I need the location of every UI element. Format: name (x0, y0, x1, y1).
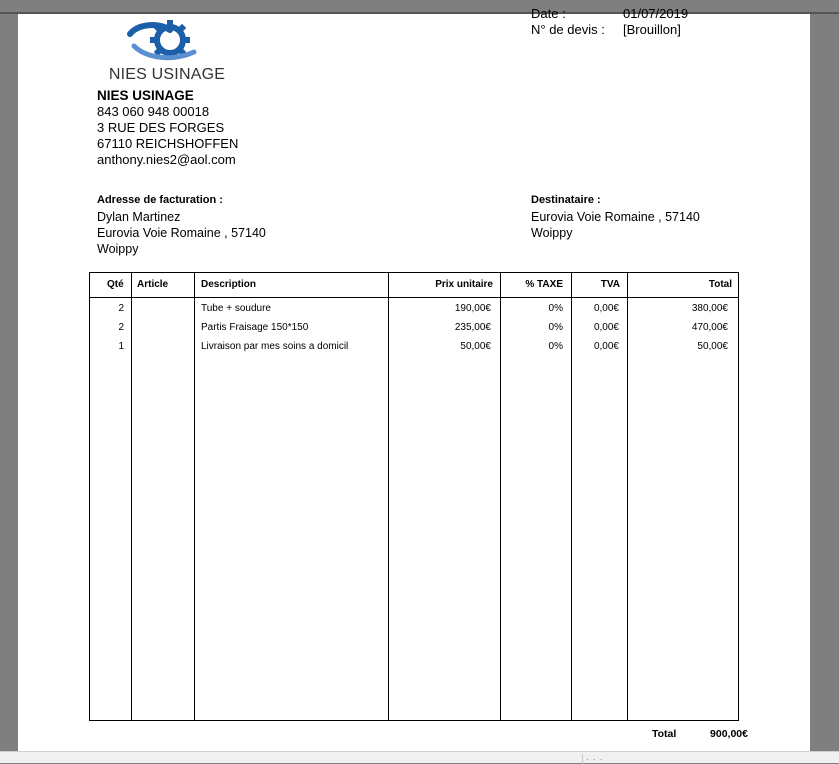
header-article: Article (137, 279, 169, 290)
billing-name: Dylan Martinez (97, 210, 181, 224)
cell-total: 380,00€ (691, 303, 728, 314)
header-description: Description (201, 279, 257, 290)
items-table (89, 272, 739, 721)
column-divider (500, 273, 501, 720)
billing-label: Adresse de facturation : (97, 194, 223, 206)
recipient-street: Eurovia Voie Romaine , 57140 (531, 210, 700, 224)
cell-tva: 0,00€ (593, 303, 619, 314)
billing-city: Woippy (97, 242, 139, 256)
cell-qty: 1 (118, 341, 124, 352)
company-email: anthony.nies2@aol.com (97, 152, 236, 167)
cell-tax-rate: 0% (548, 322, 563, 333)
cell-unit-price: 235,00€ (454, 322, 491, 333)
cell-qty: 2 (118, 322, 124, 333)
document-page (18, 6, 810, 751)
column-divider (627, 273, 628, 720)
company-city: 67110 REICHSHOFFEN (97, 136, 239, 151)
column-divider (194, 273, 195, 720)
more-icon[interactable]: · · · (586, 755, 604, 764)
recipient-city: Woippy (531, 226, 573, 240)
header-unit-price: Prix unitaire (435, 279, 493, 290)
date-value: 01/07/2019 (623, 6, 689, 21)
cell-total: 470,00€ (691, 322, 728, 333)
header-divider (90, 297, 738, 298)
cell-total: 50,00€ (697, 341, 728, 352)
header-tva: TVA (600, 279, 620, 290)
cell-tva: 0,00€ (593, 322, 619, 333)
cell-unit-price: 50,00€ (460, 341, 491, 352)
header-total: Total (708, 279, 732, 290)
grand-total-label: Total (652, 728, 677, 740)
column-divider (131, 273, 132, 720)
quote-number-value: [Brouillon] (623, 22, 681, 37)
status-divider (582, 754, 583, 764)
header-qty: Qté (107, 279, 124, 290)
cell-tax-rate: 0% (548, 303, 563, 314)
grand-total (638, 728, 748, 742)
cell-qty: 2 (118, 303, 124, 314)
billing-street: Eurovia Voie Romaine , 57140 (97, 226, 266, 240)
company-info (97, 88, 238, 168)
billing-address (97, 193, 266, 257)
cell-tax-rate: 0% (548, 341, 563, 352)
cell-tva: 0,00€ (593, 341, 619, 352)
company-name: NIES USINAGE (97, 88, 194, 103)
recipient-label: Destinataire : (531, 194, 601, 206)
grand-total-value: 900,00€ (710, 728, 748, 740)
gear-icon (124, 18, 202, 68)
recipient-address (531, 193, 700, 241)
cell-description: Livraison par mes soins a domicil (201, 341, 349, 352)
cell-unit-price: 190,00€ (454, 303, 491, 314)
company-siret: 843 060 948 00018 (97, 104, 210, 119)
company-logo (102, 18, 232, 88)
column-divider (388, 273, 389, 720)
cell-description: Tube + soudure (201, 303, 271, 314)
quote-number-label: N° de devis : (531, 22, 605, 37)
date-label: Date : (531, 6, 566, 21)
column-divider (571, 273, 572, 720)
status-strip (0, 751, 839, 763)
cell-description: Partis Fraisage 150*150 (201, 322, 309, 333)
header-tax-rate: % TAXE (525, 279, 563, 290)
company-street: 3 RUE DES FORGES (97, 120, 225, 135)
logo-text: NIES USINAGE (108, 66, 226, 83)
